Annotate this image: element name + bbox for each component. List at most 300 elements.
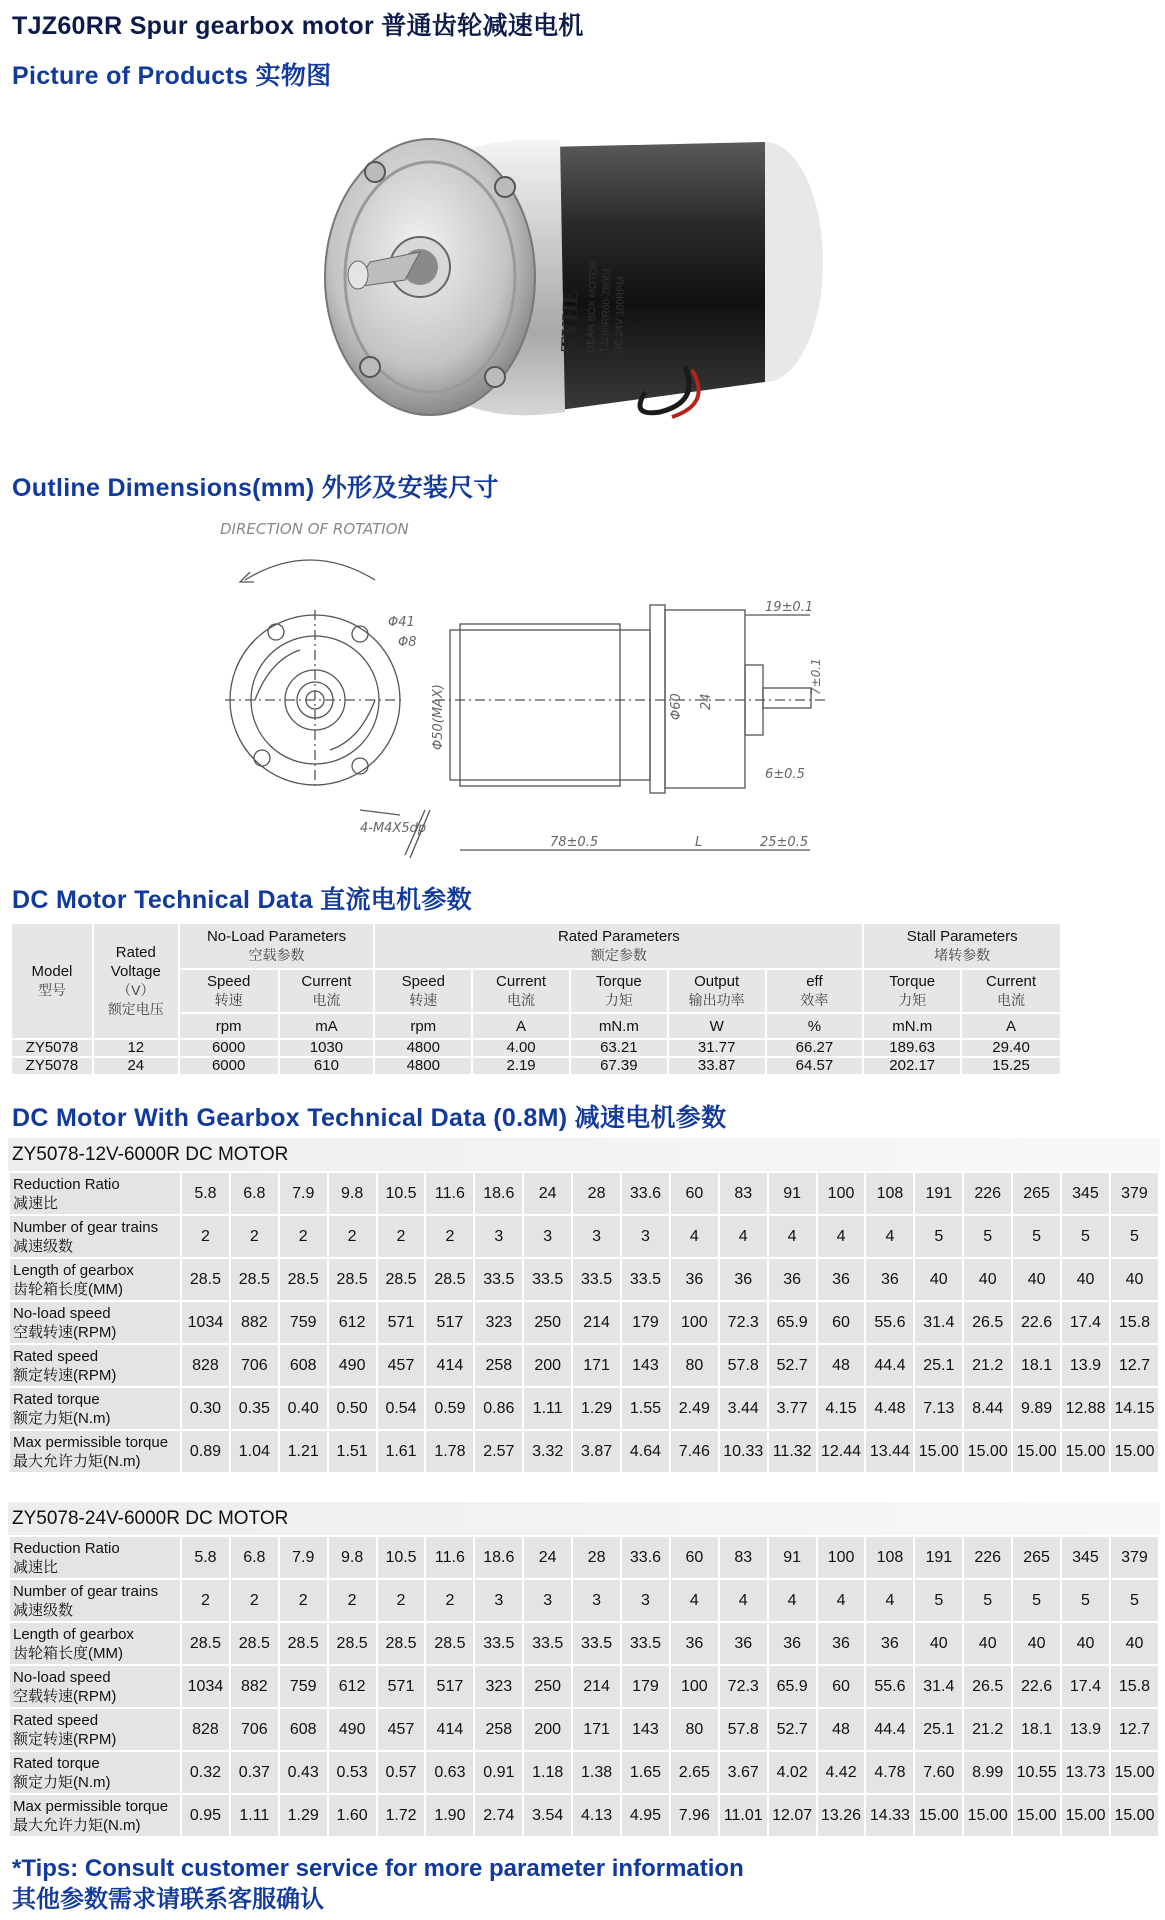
table-cell: 759	[279, 1665, 328, 1708]
table-cell: 55.6	[865, 1301, 914, 1344]
table-cell: 83	[719, 1536, 768, 1579]
table-cell: 250	[523, 1301, 572, 1344]
table-cell: 2	[181, 1579, 230, 1622]
table-cell: 1.78	[425, 1430, 474, 1473]
table-cell: 24	[523, 1536, 572, 1579]
table-cell: 40	[1110, 1622, 1159, 1665]
table-cell: 490	[328, 1708, 377, 1751]
dc-col-unit: mN.m	[570, 1013, 668, 1039]
section-heading-picture: Picture of Products 实物图	[12, 62, 332, 90]
table-cell: 28.5	[377, 1622, 426, 1665]
table-cell: 21.2	[963, 1344, 1012, 1387]
table-cell: 3	[523, 1215, 572, 1258]
table-cell: 33.5	[474, 1622, 523, 1665]
table-cell: 83	[719, 1172, 768, 1215]
dim-d8: Φ8	[398, 635, 417, 650]
table-cell: 882	[230, 1301, 279, 1344]
table-cell: 15.00	[1012, 1794, 1061, 1837]
table-cell: 4.64	[621, 1430, 670, 1473]
table-cell: 2	[230, 1215, 279, 1258]
row-label: Rated torque 额定力矩(N.m)	[9, 1387, 181, 1430]
table-row	[9, 1665, 1159, 1708]
table-cell: 0.54	[377, 1387, 426, 1430]
dc-col-unit: mA	[279, 1013, 375, 1039]
table-cell: 414	[425, 1344, 474, 1387]
table-cell: 4800	[374, 1039, 472, 1057]
table-cell: 1034	[181, 1665, 230, 1708]
table-cell: 31.77	[668, 1039, 766, 1057]
table-cell: 28.5	[279, 1258, 328, 1301]
gearbox-table-24v	[8, 1502, 1160, 1838]
table-cell: 1.90	[425, 1794, 474, 1837]
table-cell: 60	[670, 1536, 719, 1579]
row-label: Length of gearbox 齿轮箱长度(MM)	[9, 1622, 181, 1665]
table-cell: 4800	[374, 1057, 472, 1075]
table-cell: 3	[572, 1215, 621, 1258]
group-rated: Rated Parameters 额定参数	[374, 923, 863, 969]
group-stall: Stall Parameters 堵转参数	[863, 923, 1061, 969]
table-cell: 9.89	[1012, 1387, 1061, 1430]
rotation-label: DIRECTION OF ROTATION	[220, 520, 409, 538]
table-cell: 1.18	[523, 1751, 572, 1794]
table-cell: 80	[670, 1708, 719, 1751]
table-row	[9, 1794, 1159, 1837]
table-cell: 12.7	[1110, 1344, 1159, 1387]
table-cell: 1.29	[279, 1794, 328, 1837]
table-cell: 608	[279, 1708, 328, 1751]
dc-col-unit: rpm	[374, 1013, 472, 1039]
table-cell: 706	[230, 1344, 279, 1387]
tips-line-en: *Tips: Consult customer service for more parameter information	[12, 1855, 744, 1882]
table-cell: 13.26	[817, 1794, 866, 1837]
table-cell: 63.21	[570, 1039, 668, 1057]
table-cell: 1.11	[523, 1387, 572, 1430]
row-label: Rated speed 额定转速(RPM)	[9, 1344, 181, 1387]
table-cell: 171	[572, 1344, 621, 1387]
table-cell: 6.8	[230, 1536, 279, 1579]
table-cell: 9.8	[328, 1536, 377, 1579]
table-cell: 33.5	[621, 1622, 670, 1665]
table-cell: 28.5	[181, 1622, 230, 1665]
table-cell: 1.65	[621, 1751, 670, 1794]
table-cell: 36	[670, 1622, 719, 1665]
table-cell: 33.5	[572, 1622, 621, 1665]
table-cell: 490	[328, 1344, 377, 1387]
table-row	[9, 1301, 1159, 1344]
table-cell: 15.25	[961, 1057, 1061, 1075]
table-cell: 323	[474, 1301, 523, 1344]
table-cell: 36	[768, 1258, 817, 1301]
table-cell: 57.8	[719, 1344, 768, 1387]
table-cell: 200	[523, 1344, 572, 1387]
table-row	[9, 1536, 1159, 1579]
table-cell: 250	[523, 1665, 572, 1708]
table-cell: 7.13	[914, 1387, 963, 1430]
dim-l78: 78±0.5	[550, 835, 599, 850]
table-cell: 571	[377, 1301, 426, 1344]
table-cell: 3.67	[719, 1751, 768, 1794]
dc-col-unit: A	[472, 1013, 570, 1039]
row-label: Reduction Ratio 减速比	[9, 1172, 181, 1215]
table-cell: 4	[865, 1215, 914, 1258]
row-label: Number of gear trains 减速级数	[9, 1215, 181, 1258]
table-cell: 226	[963, 1172, 1012, 1215]
table-cell: 17.4	[1061, 1665, 1110, 1708]
table-cell: 28.5	[328, 1258, 377, 1301]
table-cell: 15.8	[1110, 1665, 1159, 1708]
table-cell: 4	[719, 1215, 768, 1258]
table-cell: 2	[425, 1215, 474, 1258]
table-cell: 2	[181, 1215, 230, 1258]
table-cell: 5.8	[181, 1536, 230, 1579]
table-cell: 26.5	[963, 1301, 1012, 1344]
table-cell: 457	[377, 1708, 426, 1751]
table-cell: 5	[914, 1215, 963, 1258]
table-cell: 28.5	[377, 1258, 426, 1301]
table-cell: 60	[817, 1301, 866, 1344]
table-cell: 7.96	[670, 1794, 719, 1837]
table-cell: 60	[670, 1172, 719, 1215]
table-cell: 189.63	[863, 1039, 961, 1057]
table-cell: 3	[474, 1579, 523, 1622]
table-cell: 22.6	[1012, 1665, 1061, 1708]
table-cell: 33.5	[474, 1258, 523, 1301]
table-cell: 1034	[181, 1301, 230, 1344]
table-cell: 13.44	[865, 1430, 914, 1473]
table-cell: 214	[572, 1301, 621, 1344]
table-cell: 2.19	[472, 1057, 570, 1075]
table-cell: 28	[572, 1172, 621, 1215]
dc-col-header: Current 电流	[961, 969, 1061, 1013]
table-cell: 4	[768, 1579, 817, 1622]
table-cell: 7.9	[279, 1172, 328, 1215]
table-cell: 610	[279, 1057, 375, 1075]
table-cell: 18.1	[1012, 1344, 1061, 1387]
table-cell: 40	[1110, 1258, 1159, 1301]
table-cell: 171	[572, 1708, 621, 1751]
table-cell: 40	[963, 1258, 1012, 1301]
table-cell: 8.44	[963, 1387, 1012, 1430]
table-cell: 0.89	[181, 1430, 230, 1473]
table-cell: 12	[93, 1039, 179, 1057]
table-cell: 4	[719, 1579, 768, 1622]
table-cell: 1.38	[572, 1751, 621, 1794]
gearbox-data-table	[8, 1535, 1160, 1838]
table-cell: 36	[817, 1622, 866, 1665]
table-cell: 100	[817, 1536, 866, 1579]
motor-can	[545, 142, 765, 412]
table-cell: 3.32	[523, 1430, 572, 1473]
table-cell: 10.55	[1012, 1751, 1061, 1794]
table-cell: 2	[377, 1215, 426, 1258]
table-cell: 7.60	[914, 1751, 963, 1794]
table-cell: 1.21	[279, 1430, 328, 1473]
table-row	[11, 1039, 1061, 1057]
table-cell: 15.00	[914, 1794, 963, 1837]
table-cell: 828	[181, 1708, 230, 1751]
table-cell: 4.02	[768, 1751, 817, 1794]
table-cell: 3	[523, 1579, 572, 1622]
table-cell: 1.51	[328, 1430, 377, 1473]
dc-col-unit: A	[961, 1013, 1061, 1039]
table-cell: 345	[1061, 1172, 1110, 1215]
table-cell: 28.5	[181, 1258, 230, 1301]
dim-l25: 25±0.5	[760, 835, 809, 850]
col-model: Model 型号	[11, 923, 93, 1039]
table-cell: 52.7	[768, 1708, 817, 1751]
dc-col-unit: mN.m	[863, 1013, 961, 1039]
table-cell: 571	[377, 1665, 426, 1708]
gearbox-table-caption: ZY5078-12V-6000R DC MOTOR	[8, 1138, 1160, 1171]
table-cell: 0.53	[328, 1751, 377, 1794]
table-cell: 21.2	[963, 1708, 1012, 1751]
table-cell: 3	[621, 1215, 670, 1258]
table-cell: 3.77	[768, 1387, 817, 1430]
table-cell: 15.00	[1110, 1430, 1159, 1473]
table-cell: ZY5078	[11, 1057, 93, 1075]
table-cell: 13.73	[1061, 1751, 1110, 1794]
table-cell: 44.4	[865, 1344, 914, 1387]
table-cell: 100	[670, 1665, 719, 1708]
table-cell: 11.32	[768, 1430, 817, 1473]
table-cell: 72.3	[719, 1301, 768, 1344]
table-cell: 12.44	[817, 1430, 866, 1473]
table-cell: 40	[963, 1622, 1012, 1665]
dim-l7: 7±0.1	[809, 658, 823, 695]
table-cell: 26.5	[963, 1665, 1012, 1708]
table-cell: 5	[1012, 1579, 1061, 1622]
table-cell: 5	[1110, 1579, 1159, 1622]
dc-col-header: Torque 力矩	[570, 969, 668, 1013]
table-cell: 2	[230, 1579, 279, 1622]
label-line-3: DC:24V 100RPM	[613, 276, 628, 354]
table-cell: 57.8	[719, 1708, 768, 1751]
table-cell: 36	[865, 1258, 914, 1301]
table-cell: 414	[425, 1708, 474, 1751]
table-cell: 1.72	[377, 1794, 426, 1837]
table-row	[9, 1172, 1159, 1215]
table-cell: 2	[328, 1579, 377, 1622]
table-cell: 3.44	[719, 1387, 768, 1430]
table-cell: 13.9	[1061, 1708, 1110, 1751]
table-cell: 179	[621, 1665, 670, 1708]
table-cell: 143	[621, 1708, 670, 1751]
table-cell: 4	[817, 1579, 866, 1622]
table-cell: 4.13	[572, 1794, 621, 1837]
table-row	[9, 1430, 1159, 1473]
table-cell: 36	[719, 1258, 768, 1301]
table-cell: 2.74	[474, 1794, 523, 1837]
table-row	[9, 1258, 1159, 1301]
table-cell: 5	[1061, 1579, 1110, 1622]
table-cell: 2	[328, 1215, 377, 1258]
table-cell: 143	[621, 1344, 670, 1387]
table-cell: 13.9	[1061, 1344, 1110, 1387]
table-cell: 0.43	[279, 1751, 328, 1794]
table-cell: 52.7	[768, 1344, 817, 1387]
table-cell: 31.4	[914, 1301, 963, 1344]
table-cell: 1.04	[230, 1430, 279, 1473]
table-cell: 55.6	[865, 1665, 914, 1708]
product-photo	[300, 112, 860, 462]
row-label: Number of gear trains 减速级数	[9, 1579, 181, 1622]
dim-screws: 4-M4X5dp	[360, 821, 427, 836]
table-cell: 6000	[179, 1057, 279, 1075]
table-cell: 0.57	[377, 1751, 426, 1794]
table-cell: 24	[93, 1057, 179, 1075]
table-cell: 22.6	[1012, 1301, 1061, 1344]
table-cell: 214	[572, 1665, 621, 1708]
table-cell: 1.60	[328, 1794, 377, 1837]
table-cell: 0.37	[230, 1751, 279, 1794]
table-cell: 1.61	[377, 1430, 426, 1473]
table-cell: 40	[1012, 1258, 1061, 1301]
label-line-2: TJZ60RR60-Z8001	[599, 267, 614, 354]
table-cell: 28.5	[279, 1622, 328, 1665]
table-cell: 5	[1012, 1215, 1061, 1258]
dc-col-unit: W	[668, 1013, 766, 1039]
table-cell: 25.1	[914, 1344, 963, 1387]
table-cell: 4.78	[865, 1751, 914, 1794]
table-cell: 48	[817, 1708, 866, 1751]
table-cell: 0.95	[181, 1794, 230, 1837]
table-cell: 179	[621, 1301, 670, 1344]
dim-d41: Φ41	[388, 615, 415, 630]
table-cell: 18.6	[474, 1172, 523, 1215]
table-cell: 36	[817, 1258, 866, 1301]
table-cell: 4.15	[817, 1387, 866, 1430]
table-cell: 5	[1061, 1215, 1110, 1258]
table-cell: 33.6	[621, 1172, 670, 1215]
table-cell: 7.46	[670, 1430, 719, 1473]
table-row	[9, 1622, 1159, 1665]
table-cell: 36	[865, 1622, 914, 1665]
table-cell: 612	[328, 1665, 377, 1708]
table-cell: 15.00	[914, 1430, 963, 1473]
row-label: No-load speed 空载转速(RPM)	[9, 1301, 181, 1344]
table-cell: 4	[817, 1215, 866, 1258]
gearbox-table-caption: ZY5078-24V-6000R DC MOTOR	[8, 1502, 1160, 1535]
dc-col-header: Torque 力矩	[863, 969, 961, 1013]
table-cell: 48	[817, 1344, 866, 1387]
table-cell: 15.00	[1110, 1751, 1159, 1794]
table-cell: 828	[181, 1344, 230, 1387]
table-cell: 36	[719, 1622, 768, 1665]
table-cell: 33.5	[523, 1622, 572, 1665]
table-cell: 15.00	[963, 1794, 1012, 1837]
table-cell: 31.4	[914, 1665, 963, 1708]
table-cell: 91	[768, 1172, 817, 1215]
table-cell: 265	[1012, 1172, 1061, 1215]
table-cell: 65.9	[768, 1301, 817, 1344]
table-cell: 258	[474, 1708, 523, 1751]
table-cell: 323	[474, 1665, 523, 1708]
table-cell: 80	[670, 1344, 719, 1387]
table-cell: 33.87	[668, 1057, 766, 1075]
table-cell: 379	[1110, 1536, 1159, 1579]
table-cell: 40	[1061, 1258, 1110, 1301]
table-cell: 17.4	[1061, 1301, 1110, 1344]
table-cell: 18.6	[474, 1536, 523, 1579]
table-cell: 15.00	[963, 1430, 1012, 1473]
table-cell: 40	[914, 1622, 963, 1665]
table-cell: 44.4	[865, 1708, 914, 1751]
dim-d50: Φ50(MAX)	[431, 684, 446, 750]
table-cell: 2	[279, 1579, 328, 1622]
table-cell: 14.33	[865, 1794, 914, 1837]
table-row	[9, 1215, 1159, 1258]
row-label: Rated speed 额定转速(RPM)	[9, 1708, 181, 1751]
dim-l19: 19±0.1	[765, 600, 814, 615]
table-cell: 5	[963, 1579, 1012, 1622]
table-cell: 2	[279, 1215, 328, 1258]
gearbox-table-12v	[8, 1138, 1160, 1474]
table-cell: 3.54	[523, 1794, 572, 1837]
table-cell: 4.48	[865, 1387, 914, 1430]
table-cell: 4	[768, 1215, 817, 1258]
table-cell: 612	[328, 1301, 377, 1344]
table-cell: 11.6	[425, 1172, 474, 1215]
table-cell: 258	[474, 1344, 523, 1387]
table-cell: 3	[621, 1579, 670, 1622]
row-label: Length of gearbox 齿轮箱长度(MM)	[9, 1258, 181, 1301]
table-cell: 11.6	[425, 1536, 474, 1579]
table-cell: 265	[1012, 1536, 1061, 1579]
table-cell: 2.57	[474, 1430, 523, 1473]
table-cell: 0.86	[474, 1387, 523, 1430]
table-row	[9, 1708, 1159, 1751]
table-cell: 33.5	[621, 1258, 670, 1301]
table-cell: 6000	[179, 1039, 279, 1057]
table-cell: 12.07	[768, 1794, 817, 1837]
dc-col-unit: rpm	[179, 1013, 279, 1039]
table-cell: 191	[914, 1536, 963, 1579]
table-cell: 0.59	[425, 1387, 474, 1430]
table-cell: 18.1	[1012, 1708, 1061, 1751]
table-cell: 5	[963, 1215, 1012, 1258]
dc-col-header: Current 电流	[472, 969, 570, 1013]
table-row	[11, 1057, 1061, 1075]
table-cell: 91	[768, 1536, 817, 1579]
tips-line-cn: 其他参数需求请联系客服确认	[12, 1886, 324, 1913]
group-noload: No-Load Parameters 空载参数	[179, 923, 375, 969]
dc-col-header: Speed 转速	[374, 969, 472, 1013]
table-cell: 60	[817, 1665, 866, 1708]
table-cell: 28	[572, 1536, 621, 1579]
table-cell: 1.55	[621, 1387, 670, 1430]
table-cell: 6.8	[230, 1172, 279, 1215]
table-cell: 0.30	[181, 1387, 230, 1430]
dim-l: L	[695, 835, 703, 850]
table-cell: 10.5	[377, 1172, 426, 1215]
table-cell: 100	[670, 1301, 719, 1344]
table-cell: 12.88	[1061, 1387, 1110, 1430]
table-cell: 457	[377, 1344, 426, 1387]
table-cell: 0.91	[474, 1751, 523, 1794]
table-cell: 40	[1061, 1622, 1110, 1665]
dc-col-header: eff 效率	[766, 969, 864, 1013]
row-label: Rated torque 额定力矩(N.m)	[9, 1751, 181, 1794]
table-cell: 706	[230, 1708, 279, 1751]
table-cell: 4.00	[472, 1039, 570, 1057]
table-cell: 4	[865, 1579, 914, 1622]
table-cell: 2	[425, 1579, 474, 1622]
table-cell: 10.33	[719, 1430, 768, 1473]
table-cell: 1030	[279, 1039, 375, 1057]
table-cell: 5.8	[181, 1172, 230, 1215]
dc-col-header: Speed 转速	[179, 969, 279, 1013]
table-cell: 0.32	[181, 1751, 230, 1794]
